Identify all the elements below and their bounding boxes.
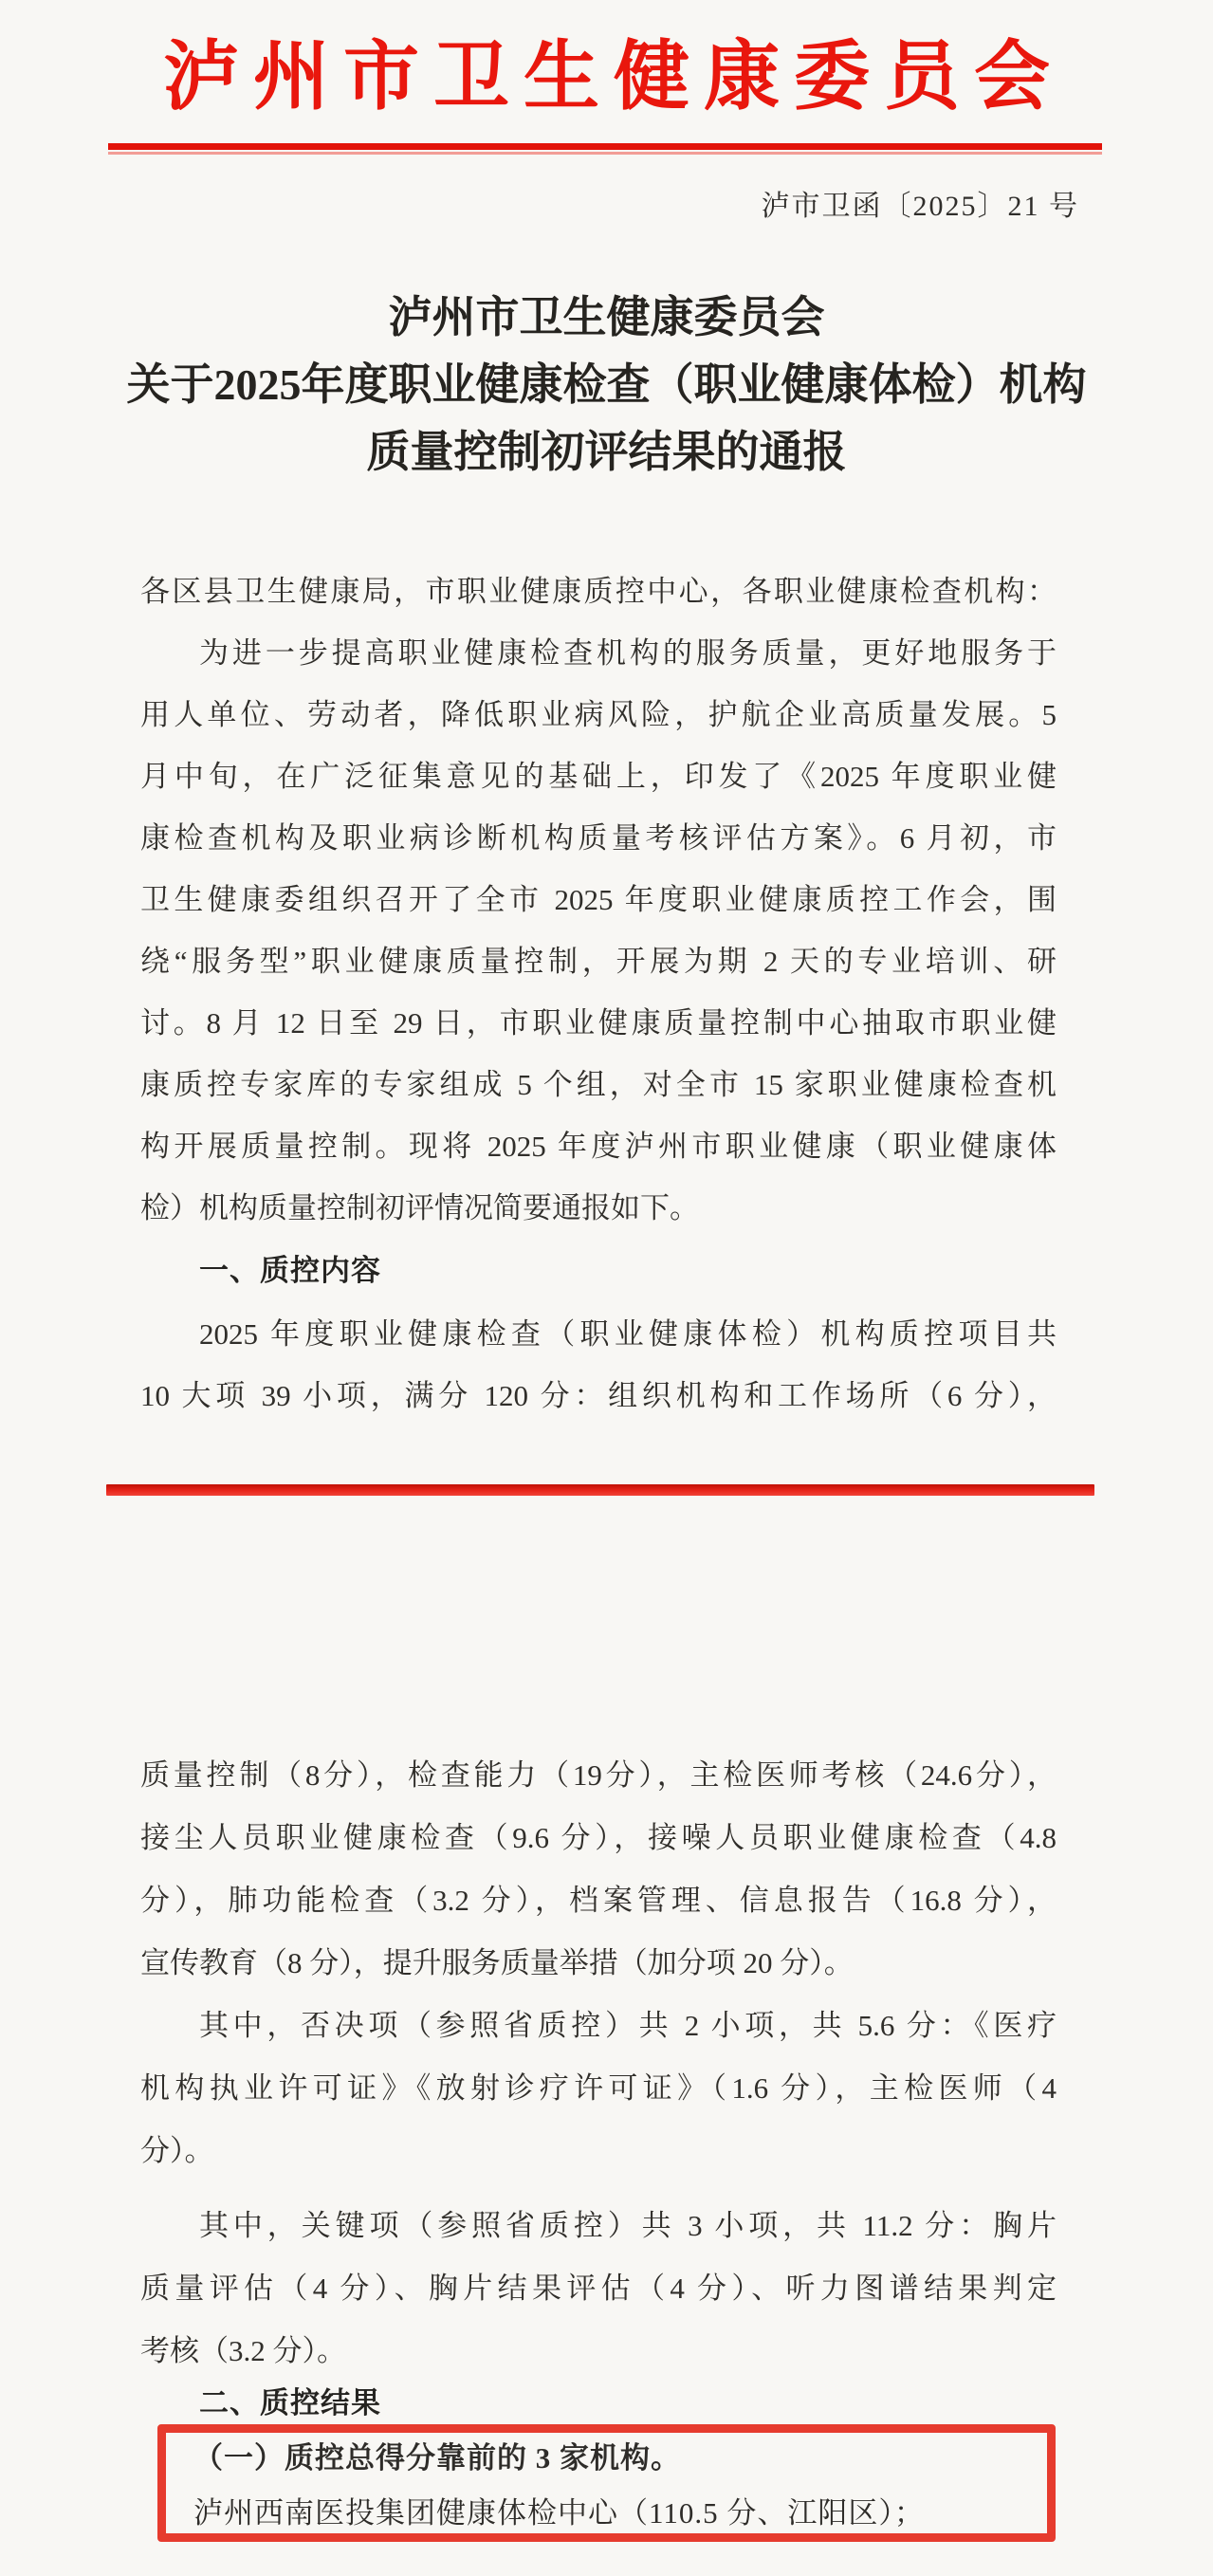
salutation-line: 各区县卫生健康局，市职业健康质控中心，各职业健康检查机构：	[140, 575, 1057, 608]
section-1-heading: 一、质控内容	[199, 1254, 381, 1287]
body-line: 检）机构质量控制初评情况简要通报如下。	[140, 1191, 699, 1224]
header-divider	[108, 143, 1102, 150]
body-line: 分），肺功能检查（3.2 分），档案管理、信息报告（16.8 分），	[140, 1884, 1057, 1917]
body-line: 卫生健康委组织召开了全市 2025 年度职业健康质控工作会，围	[140, 883, 1057, 916]
section-2-heading: 二、质控结果	[199, 2386, 381, 2420]
body-line: 康检查机构及职业病诊断机构质量考核评估方案》。6 月初，市	[140, 821, 1057, 855]
highlight-line-1: （一）质控总得分靠前的 3 家机构。	[193, 2441, 681, 2475]
document-title-line-1: 泸州市卫生健康委员会	[388, 293, 825, 341]
body-line: 机构执业许可证》《放射诊疗许可证》（1.6 分），主检医师（4	[140, 2071, 1057, 2105]
body-line: 2025 年度职业健康检查（职业健康体检）机构质控项目共	[199, 1317, 1057, 1351]
body-line: 讨。8 月 12 日至 29 日，市职业健康质量控制中心抽取市职业健	[140, 1006, 1057, 1040]
document-number: 泸市卫函〔2025〕21 号	[761, 191, 1079, 222]
body-line: 质量评估（4 分）、胸片结果评估（4 分）、听力图谱结果判定	[140, 2272, 1057, 2305]
body-line: 宣传教育（8 分），提升服务质量举措（加分项 20 分）。	[140, 1946, 854, 1979]
body-line: 接尘人员职业健康检查（9.6 分），接噪人员职业健康检查（4.8	[140, 1821, 1057, 1854]
body-line: 构开展质量控制。现将 2025 年度泸州市职业健康（职业健康体	[140, 1130, 1057, 1163]
document-title-line-3: 质量控制初评结果的通报	[366, 428, 847, 476]
letterhead-title: 泸州市卫生健康委员会	[163, 36, 1064, 120]
body-line: 月中旬，在广泛征集意见的基础上，印发了《2025 年度职业健	[140, 760, 1057, 793]
page-separator	[106, 1484, 1094, 1496]
body-line: 康质控专家库的专家组成 5 个组，对全市 15 家职业健康检查机	[140, 1068, 1057, 1101]
body-line: 考核（3.2 分）。	[140, 2334, 346, 2367]
document-title-line-2: 关于2025年度职业健康检查（职业健康体检）机构	[126, 360, 1087, 409]
body-line: 10 大项 39 小项，满分 120 分：组织机构和工作场所（6 分），	[140, 1379, 1057, 1412]
body-line: 为进一步提高职业健康检查机构的服务质量，更好地服务于	[199, 636, 1057, 670]
body-line: 质量控制（8分），检查能力（19分），主检医师考核（24.6分），	[140, 1758, 1057, 1792]
body-line: 用人单位、劳动者，降低职业病风险，护航企业高质量发展。5	[140, 698, 1057, 731]
body-line: 绕“服务型”职业健康质量控制，开展为期 2 天的专业培训、研	[140, 945, 1057, 978]
body-line: 其中，否决项（参照省质控）共 2 小项，共 5.6 分：《医疗	[199, 2009, 1057, 2042]
highlight-line-2: 泸州西南医投集团健康体检中心（110.5 分、江阳区）；	[193, 2496, 925, 2530]
body-line: 其中，关键项（参照省质控）共 3 小项，共 11.2 分：胸片	[199, 2209, 1057, 2242]
header-divider-shadow	[108, 152, 1102, 155]
body-line: 分）。	[140, 2134, 214, 2167]
